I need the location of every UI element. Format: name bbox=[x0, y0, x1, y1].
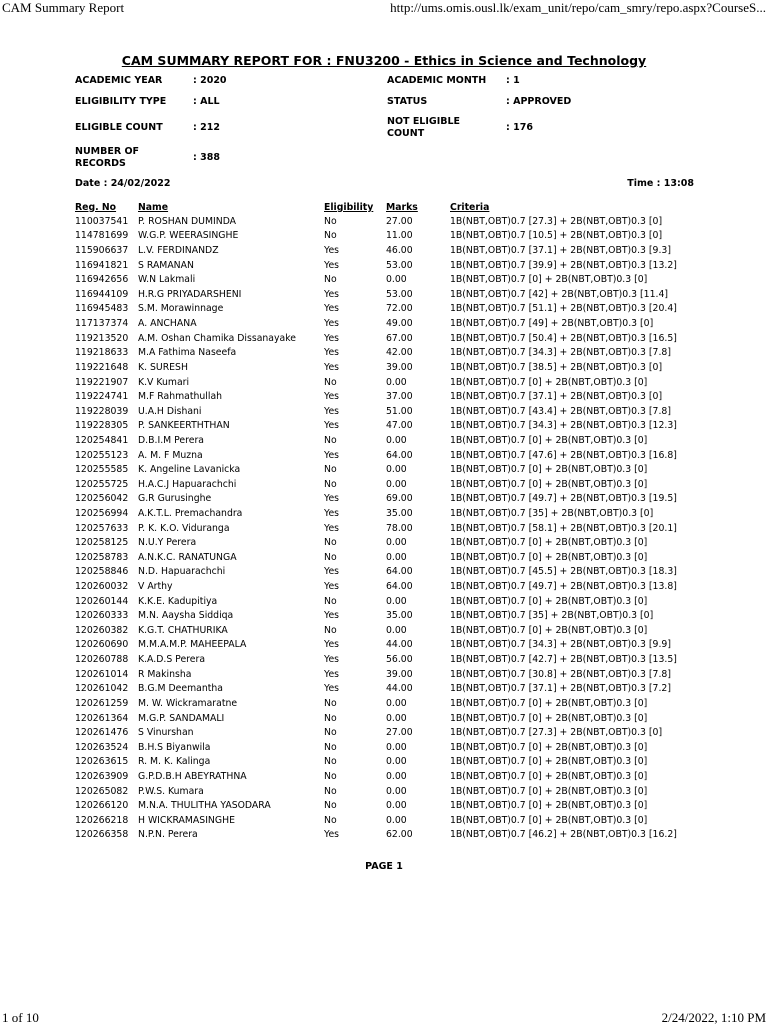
table-row bbox=[75, 682, 715, 697]
records-count-value: : 388 bbox=[193, 152, 220, 163]
cell-name: A.N.K.C. RANATUNGA bbox=[138, 551, 237, 563]
table-row bbox=[75, 375, 715, 390]
cell-marks: 53.00 bbox=[386, 288, 413, 300]
cell-marks: 0.00 bbox=[386, 697, 407, 709]
cell-reg-no: 120261042 bbox=[75, 683, 129, 695]
cell-marks: 64.00 bbox=[386, 449, 413, 461]
table-row bbox=[75, 828, 715, 843]
cell-reg-no: 117137374 bbox=[75, 318, 129, 330]
cell-marks: 64.00 bbox=[386, 566, 413, 578]
eligibility-type-label: ELIGIBILITY TYPE bbox=[75, 96, 167, 107]
cell-marks: 0.00 bbox=[386, 800, 407, 812]
table-row bbox=[75, 696, 715, 711]
cell-name: A. M. F Muzna bbox=[138, 449, 203, 461]
cell-reg-no: 120255725 bbox=[75, 478, 129, 490]
cell-name: R. M. K. Kalinga bbox=[138, 756, 211, 768]
cell-name: S.M. Morawinnage bbox=[138, 303, 224, 315]
cell-criteria: 1B(NBT,OBT)0.7 [34.3] + 2B(NBT,OBT)0.3 [9.9] bbox=[450, 639, 671, 651]
cell-reg-no: 120260690 bbox=[75, 639, 129, 651]
cell-criteria: 1B(NBT,OBT)0.7 [0] + 2B(NBT,OBT)0.3 [0] bbox=[450, 551, 648, 563]
column-header-marks: Marks bbox=[386, 201, 418, 213]
table-row bbox=[75, 243, 715, 258]
cell-marks: 0.00 bbox=[386, 478, 407, 490]
cell-name: M.G.P. SANDAMALI bbox=[138, 712, 225, 724]
table-body bbox=[75, 214, 715, 842]
cell-criteria: 1B(NBT,OBT)0.7 [37.1] + 2B(NBT,OBT)0.3 [9.3] bbox=[450, 245, 671, 257]
cell-reg-no: 120260788 bbox=[75, 654, 129, 666]
cell-reg-no: 115906637 bbox=[75, 245, 129, 257]
cell-marks: 78.00 bbox=[386, 522, 413, 534]
cell-marks: 62.00 bbox=[386, 829, 413, 841]
table-row bbox=[75, 769, 715, 784]
browser-page-count: 1 of 10 bbox=[2, 1010, 39, 1025]
table-row bbox=[75, 798, 715, 813]
cell-name: M.A Fathima Naseefa bbox=[138, 347, 237, 359]
cell-name: G.P.D.B.H ABEYRATHNA bbox=[138, 770, 247, 782]
table-row bbox=[75, 550, 715, 565]
cell-criteria: 1B(NBT,OBT)0.7 [0] + 2B(NBT,OBT)0.3 [0] bbox=[450, 624, 648, 636]
cell-reg-no: 120258846 bbox=[75, 566, 129, 578]
cell-reg-no: 120260333 bbox=[75, 610, 129, 622]
cell-marks: 35.00 bbox=[386, 507, 413, 519]
cell-name: N.P.N. Perera bbox=[138, 829, 198, 841]
cell-criteria: 1B(NBT,OBT)0.7 [0] + 2B(NBT,OBT)0.3 [0] bbox=[450, 537, 648, 549]
cell-criteria: 1B(NBT,OBT)0.7 [0] + 2B(NBT,OBT)0.3 [0] bbox=[450, 274, 648, 286]
cell-name: N.D. Hapuarachchi bbox=[138, 566, 226, 578]
cell-marks: 72.00 bbox=[386, 303, 413, 315]
eligibility-type-value: : ALL bbox=[193, 96, 220, 107]
table-row bbox=[75, 477, 715, 492]
cell-reg-no: 116942656 bbox=[75, 274, 129, 286]
cell-eligibility: No bbox=[324, 537, 337, 549]
browser-print-header bbox=[0, 0, 768, 16]
cell-criteria: 1B(NBT,OBT)0.7 [0] + 2B(NBT,OBT)0.3 [0] bbox=[450, 464, 648, 476]
cell-reg-no: 120258125 bbox=[75, 537, 129, 549]
cell-reg-no: 120256994 bbox=[75, 507, 129, 519]
not-eligible-label-line1: NOT ELIGIBLE bbox=[387, 116, 461, 127]
cell-name: A. ANCHANA bbox=[138, 318, 197, 330]
cell-eligibility: Yes bbox=[324, 288, 340, 300]
cell-eligibility: Yes bbox=[324, 347, 340, 359]
table-row bbox=[75, 331, 715, 346]
cell-name: S Vinurshan bbox=[138, 727, 194, 739]
cell-marks: 0.00 bbox=[386, 770, 407, 782]
cell-reg-no: 119221648 bbox=[75, 361, 129, 373]
cell-marks: 56.00 bbox=[386, 654, 413, 666]
cell-reg-no: 119213520 bbox=[75, 332, 129, 344]
cell-name: P. ROSHAN DUMINDA bbox=[138, 215, 237, 227]
cell-eligibility: No bbox=[324, 215, 337, 227]
cell-name: H.A.C.J Hapuarachchi bbox=[138, 478, 237, 490]
table-row bbox=[75, 229, 715, 244]
cell-reg-no: 119221907 bbox=[75, 376, 129, 388]
table-row bbox=[75, 535, 715, 550]
cell-marks: 67.00 bbox=[386, 332, 413, 344]
not-eligible-count-value: : 176 bbox=[506, 122, 533, 133]
cell-reg-no: 120261014 bbox=[75, 668, 129, 680]
cell-marks: 0.00 bbox=[386, 624, 407, 636]
cell-eligibility: Yes bbox=[324, 654, 340, 666]
cell-name: D.B.I.M Perera bbox=[138, 434, 204, 446]
cell-eligibility: Yes bbox=[324, 420, 340, 432]
report-time: Time : 13:08 bbox=[627, 178, 694, 189]
cell-criteria: 1B(NBT,OBT)0.7 [0] + 2B(NBT,OBT)0.3 [0] bbox=[450, 697, 648, 709]
status-value: : APPROVED bbox=[506, 96, 572, 107]
cell-name: H.R.G PRIYADARSHENI bbox=[138, 288, 242, 300]
eligible-count-label: ELIGIBLE COUNT bbox=[75, 122, 163, 133]
cell-marks: 44.00 bbox=[386, 683, 413, 695]
cell-name: B.G.M Deemantha bbox=[138, 683, 223, 695]
table-row bbox=[75, 287, 715, 302]
cell-criteria: 1B(NBT,OBT)0.7 [0] + 2B(NBT,OBT)0.3 [0] bbox=[450, 434, 648, 446]
cell-name: W.G.P. WEERASINGHE bbox=[138, 230, 239, 242]
cell-eligibility: Yes bbox=[324, 245, 340, 257]
not-eligible-count-label bbox=[387, 116, 497, 139]
cell-reg-no: 119224741 bbox=[75, 391, 129, 403]
cell-marks: 0.00 bbox=[386, 756, 407, 768]
cell-name: A.K.T.L. Premachandra bbox=[138, 507, 243, 519]
table-row bbox=[75, 652, 715, 667]
browser-page-title: CAM Summary Report bbox=[2, 0, 125, 15]
cell-name: K.K.E. Kadupitiya bbox=[138, 595, 218, 607]
table-row bbox=[75, 740, 715, 755]
table-row bbox=[75, 214, 715, 229]
cell-eligibility: Yes bbox=[324, 303, 340, 315]
cell-criteria: 1B(NBT,OBT)0.7 [51.1] + 2B(NBT,OBT)0.3 [20.4] bbox=[450, 303, 677, 315]
cell-eligibility: No bbox=[324, 624, 337, 636]
cell-criteria: 1B(NBT,OBT)0.7 [45.5] + 2B(NBT,OBT)0.3 [18.3] bbox=[450, 566, 677, 578]
table-row bbox=[75, 667, 715, 682]
cell-marks: 42.00 bbox=[386, 347, 413, 359]
academic-month-value: : 1 bbox=[506, 75, 520, 86]
cell-criteria: 1B(NBT,OBT)0.7 [0] + 2B(NBT,OBT)0.3 [0] bbox=[450, 785, 648, 797]
cell-criteria: 1B(NBT,OBT)0.7 [10.5] + 2B(NBT,OBT)0.3 [0] bbox=[450, 230, 663, 242]
column-header-criteria: Criteria bbox=[450, 201, 490, 213]
cell-name: M.F Rahmathullah bbox=[138, 391, 223, 403]
cell-name: M.N. Aaysha Siddiqa bbox=[138, 610, 234, 622]
cell-reg-no: 120255585 bbox=[75, 464, 129, 476]
cell-marks: 0.00 bbox=[386, 434, 407, 446]
column-header-name: Name bbox=[138, 201, 169, 213]
cell-name: K. Angeline Lavanicka bbox=[138, 464, 241, 476]
cell-marks: 0.00 bbox=[386, 712, 407, 724]
cell-reg-no: 120260382 bbox=[75, 624, 129, 636]
cell-criteria: 1B(NBT,OBT)0.7 [0] + 2B(NBT,OBT)0.3 [0] bbox=[450, 595, 648, 607]
cell-criteria: 1B(NBT,OBT)0.7 [35] + 2B(NBT,OBT)0.3 [0] bbox=[450, 507, 654, 519]
cell-reg-no: 120261476 bbox=[75, 727, 129, 739]
cell-criteria: 1B(NBT,OBT)0.7 [0] + 2B(NBT,OBT)0.3 [0] bbox=[450, 376, 648, 388]
table-row bbox=[75, 316, 715, 331]
table-row bbox=[75, 345, 715, 360]
browser-page-url[interactable]: http://ums.omis.ousl.lk/exam_unit/repo/cam_smry/repo.aspx?CourseS... bbox=[390, 0, 766, 15]
cell-reg-no: 120263909 bbox=[75, 770, 129, 782]
academic-year-label: ACADEMIC YEAR bbox=[75, 75, 163, 86]
cell-eligibility: No bbox=[324, 697, 337, 709]
cell-criteria: 1B(NBT,OBT)0.7 [43.4] + 2B(NBT,OBT)0.3 [7.8] bbox=[450, 405, 671, 417]
cell-eligibility: No bbox=[324, 230, 337, 242]
cell-marks: 27.00 bbox=[386, 727, 413, 739]
cell-reg-no: 120254841 bbox=[75, 434, 129, 446]
cell-reg-no: 120261364 bbox=[75, 712, 129, 724]
cell-name: K.A.D.S Perera bbox=[138, 654, 206, 666]
cell-criteria: 1B(NBT,OBT)0.7 [37.1] + 2B(NBT,OBT)0.3 [7.2] bbox=[450, 683, 671, 695]
cell-criteria: 1B(NBT,OBT)0.7 [58.1] + 2B(NBT,OBT)0.3 [20.1] bbox=[450, 522, 677, 534]
table-row bbox=[75, 302, 715, 317]
cell-criteria: 1B(NBT,OBT)0.7 [49.7] + 2B(NBT,OBT)0.3 [13.8] bbox=[450, 581, 677, 593]
table-row bbox=[75, 725, 715, 740]
page-number-label: PAGE 1 bbox=[365, 861, 403, 872]
cell-name: P. K. K.O. Viduranga bbox=[138, 522, 230, 534]
table-row bbox=[75, 389, 715, 404]
cell-name: R Makinsha bbox=[138, 668, 192, 680]
table-row bbox=[75, 565, 715, 580]
cell-marks: 47.00 bbox=[386, 420, 413, 432]
cell-reg-no: 116944109 bbox=[75, 288, 129, 300]
cell-criteria: 1B(NBT,OBT)0.7 [34.3] + 2B(NBT,OBT)0.3 [12.3] bbox=[450, 420, 677, 432]
cell-name: K. SURESH bbox=[138, 361, 188, 373]
cell-eligibility: Yes bbox=[324, 829, 340, 841]
cell-eligibility: No bbox=[324, 712, 337, 724]
cell-eligibility: No bbox=[324, 727, 337, 739]
table-row bbox=[75, 448, 715, 463]
cell-eligibility: Yes bbox=[324, 507, 340, 519]
report-date: Date : 24/02/2022 bbox=[75, 178, 171, 189]
cell-reg-no: 114781699 bbox=[75, 230, 129, 242]
cell-name: P.W.S. Kumara bbox=[138, 785, 204, 797]
cell-marks: 0.00 bbox=[386, 274, 407, 286]
table-row bbox=[75, 608, 715, 623]
cell-marks: 64.00 bbox=[386, 581, 413, 593]
cell-criteria: 1B(NBT,OBT)0.7 [0] + 2B(NBT,OBT)0.3 [0] bbox=[450, 800, 648, 812]
cell-criteria: 1B(NBT,OBT)0.7 [27.3] + 2B(NBT,OBT)0.3 [0] bbox=[450, 727, 663, 739]
cell-eligibility: Yes bbox=[324, 668, 340, 680]
cell-name: L.V. FERDINANDZ bbox=[138, 245, 219, 257]
table-row bbox=[75, 433, 715, 448]
not-eligible-label-line2: COUNT bbox=[387, 127, 425, 139]
cell-marks: 0.00 bbox=[386, 376, 407, 388]
cell-marks: 0.00 bbox=[386, 551, 407, 563]
cell-eligibility: No bbox=[324, 770, 337, 782]
cell-reg-no: 120263615 bbox=[75, 756, 129, 768]
cell-criteria: 1B(NBT,OBT)0.7 [0] + 2B(NBT,OBT)0.3 [0] bbox=[450, 756, 648, 768]
cell-eligibility: No bbox=[324, 551, 337, 563]
cell-marks: 53.00 bbox=[386, 259, 413, 271]
eligible-count-value: : 212 bbox=[193, 122, 220, 133]
cell-reg-no: 120260144 bbox=[75, 595, 129, 607]
cell-name: K.V Kumari bbox=[138, 376, 190, 388]
cell-eligibility: Yes bbox=[324, 332, 340, 344]
cell-reg-no: 120261259 bbox=[75, 697, 129, 709]
cell-reg-no: 116941821 bbox=[75, 259, 129, 271]
table-row bbox=[75, 623, 715, 638]
cell-eligibility: No bbox=[324, 785, 337, 797]
cell-marks: 35.00 bbox=[386, 610, 413, 622]
cell-criteria: 1B(NBT,OBT)0.7 [39.9] + 2B(NBT,OBT)0.3 [13.2] bbox=[450, 259, 677, 271]
cell-name: W.N Lakmali bbox=[138, 274, 196, 286]
cell-marks: 0.00 bbox=[386, 814, 407, 826]
cell-criteria: 1B(NBT,OBT)0.7 [0] + 2B(NBT,OBT)0.3 [0] bbox=[450, 712, 648, 724]
cell-eligibility: Yes bbox=[324, 259, 340, 271]
cell-marks: 39.00 bbox=[386, 361, 413, 373]
cell-eligibility: Yes bbox=[324, 683, 340, 695]
table-row bbox=[75, 506, 715, 521]
cell-criteria: 1B(NBT,OBT)0.7 [0] + 2B(NBT,OBT)0.3 [0] bbox=[450, 478, 648, 490]
cell-name: U.A.H Dishani bbox=[138, 405, 202, 417]
records-label-line2: RECORDS bbox=[75, 157, 126, 169]
table-header-row bbox=[75, 200, 715, 214]
cell-marks: 11.00 bbox=[386, 230, 413, 242]
table-row bbox=[75, 521, 715, 536]
cell-eligibility: Yes bbox=[324, 522, 340, 534]
browser-print-timestamp: 2/24/2022, 1:10 PM bbox=[661, 1010, 766, 1025]
cell-eligibility: No bbox=[324, 478, 337, 490]
cell-criteria: 1B(NBT,OBT)0.7 [27.3] + 2B(NBT,OBT)0.3 [0] bbox=[450, 215, 663, 227]
cell-reg-no: 119228305 bbox=[75, 420, 129, 432]
cam-summary-table bbox=[75, 200, 715, 842]
cell-marks: 39.00 bbox=[386, 668, 413, 680]
cell-criteria: 1B(NBT,OBT)0.7 [49] + 2B(NBT,OBT)0.3 [0] bbox=[450, 318, 654, 330]
cell-marks: 0.00 bbox=[386, 741, 407, 753]
cell-criteria: 1B(NBT,OBT)0.7 [34.3] + 2B(NBT,OBT)0.3 [7.8] bbox=[450, 347, 671, 359]
cell-name: H WICKRAMASINGHE bbox=[138, 814, 235, 826]
cell-marks: 46.00 bbox=[386, 245, 413, 257]
cell-marks: 0.00 bbox=[386, 595, 407, 607]
cell-marks: 0.00 bbox=[386, 464, 407, 476]
column-header-eligibility: Eligibility bbox=[324, 201, 374, 213]
cell-reg-no: 116945483 bbox=[75, 303, 129, 315]
cell-reg-no: 110037541 bbox=[75, 215, 129, 227]
cell-reg-no: 120263524 bbox=[75, 741, 129, 753]
cell-name: V Arthy bbox=[138, 581, 173, 593]
cell-eligibility: Yes bbox=[324, 361, 340, 373]
cell-eligibility: Yes bbox=[324, 318, 340, 330]
table-row bbox=[75, 594, 715, 609]
cell-marks: 27.00 bbox=[386, 215, 413, 227]
cell-marks: 49.00 bbox=[386, 318, 413, 330]
cell-eligibility: Yes bbox=[324, 493, 340, 505]
cell-marks: 51.00 bbox=[386, 405, 413, 417]
cell-marks: 37.00 bbox=[386, 391, 413, 403]
cell-name: M.M.A.M.P. MAHEEPALA bbox=[138, 639, 247, 651]
records-count-label bbox=[75, 146, 185, 169]
cell-eligibility: No bbox=[324, 741, 337, 753]
cell-marks: 0.00 bbox=[386, 537, 407, 549]
cell-eligibility: Yes bbox=[324, 449, 340, 461]
cell-eligibility: Yes bbox=[324, 405, 340, 417]
cell-criteria: 1B(NBT,OBT)0.7 [30.8] + 2B(NBT,OBT)0.3 [7.8] bbox=[450, 668, 671, 680]
cell-eligibility: No bbox=[324, 814, 337, 826]
cell-reg-no: 120256042 bbox=[75, 493, 129, 505]
cell-reg-no: 120266218 bbox=[75, 814, 129, 826]
academic-year-value: : 2020 bbox=[193, 75, 227, 86]
cell-criteria: 1B(NBT,OBT)0.7 [49.7] + 2B(NBT,OBT)0.3 [19.5] bbox=[450, 493, 677, 505]
cell-name: K.G.T. CHATHURIKA bbox=[138, 624, 228, 636]
cell-criteria: 1B(NBT,OBT)0.7 [42.7] + 2B(NBT,OBT)0.3 [13.5] bbox=[450, 654, 677, 666]
cell-eligibility: No bbox=[324, 595, 337, 607]
cell-marks: 44.00 bbox=[386, 639, 413, 651]
cell-name: A.M. Oshan Chamika Dissanayake bbox=[138, 332, 296, 344]
cell-eligibility: No bbox=[324, 756, 337, 768]
table-row bbox=[75, 784, 715, 799]
cell-name: M. W. Wickramaratne bbox=[138, 697, 238, 709]
cell-reg-no: 120260032 bbox=[75, 581, 129, 593]
cell-criteria: 1B(NBT,OBT)0.7 [0] + 2B(NBT,OBT)0.3 [0] bbox=[450, 741, 648, 753]
report-title: CAM SUMMARY REPORT FOR : FNU3200 - Ethics in Science and Technology bbox=[121, 53, 647, 68]
cell-criteria: 1B(NBT,OBT)0.7 [38.5] + 2B(NBT,OBT)0.3 [0] bbox=[450, 361, 663, 373]
cell-criteria: 1B(NBT,OBT)0.7 [35] + 2B(NBT,OBT)0.3 [0] bbox=[450, 610, 654, 622]
status-label: STATUS bbox=[387, 96, 428, 107]
cell-criteria: 1B(NBT,OBT)0.7 [42] + 2B(NBT,OBT)0.3 [11.4] bbox=[450, 288, 668, 300]
cell-eligibility: No bbox=[324, 800, 337, 812]
table-row bbox=[75, 755, 715, 770]
cell-criteria: 1B(NBT,OBT)0.7 [47.6] + 2B(NBT,OBT)0.3 [16.8] bbox=[450, 449, 677, 461]
cell-eligibility: Yes bbox=[324, 610, 340, 622]
academic-month-label: ACADEMIC MONTH bbox=[387, 75, 487, 86]
cell-eligibility: Yes bbox=[324, 391, 340, 403]
cell-reg-no: 120265082 bbox=[75, 785, 129, 797]
cell-name: B.H.S Biyanwila bbox=[138, 741, 211, 753]
cell-criteria: 1B(NBT,OBT)0.7 [46.2] + 2B(NBT,OBT)0.3 [16.2] bbox=[450, 829, 677, 841]
cell-name: S RAMANAN bbox=[138, 259, 194, 271]
cell-criteria: 1B(NBT,OBT)0.7 [50.4] + 2B(NBT,OBT)0.3 [16.5] bbox=[450, 332, 677, 344]
cell-criteria: 1B(NBT,OBT)0.7 [0] + 2B(NBT,OBT)0.3 [0] bbox=[450, 770, 648, 782]
cell-eligibility: Yes bbox=[324, 581, 340, 593]
table-row bbox=[75, 711, 715, 726]
cell-reg-no: 120266358 bbox=[75, 829, 129, 841]
cell-name: M.N.A. THULITHA YASODARA bbox=[138, 800, 271, 812]
cell-name: P. SANKEERTHTHAN bbox=[138, 420, 230, 432]
cell-eligibility: No bbox=[324, 464, 337, 476]
cell-eligibility: No bbox=[324, 434, 337, 446]
cell-name: G.R Gurusinghe bbox=[138, 493, 212, 505]
table-row bbox=[75, 492, 715, 507]
table-row bbox=[75, 272, 715, 287]
cell-criteria: 1B(NBT,OBT)0.7 [0] + 2B(NBT,OBT)0.3 [0] bbox=[450, 814, 648, 826]
table-row bbox=[75, 462, 715, 477]
table-row bbox=[75, 360, 715, 375]
cell-name: N.U.Y Perera bbox=[138, 537, 197, 549]
column-header-reg-no: Reg. No bbox=[75, 201, 117, 213]
cell-eligibility: Yes bbox=[324, 566, 340, 578]
table-row bbox=[75, 404, 715, 419]
cell-criteria: 1B(NBT,OBT)0.7 [37.1] + 2B(NBT,OBT)0.3 [0] bbox=[450, 391, 663, 403]
table-row bbox=[75, 813, 715, 828]
cell-reg-no: 120266120 bbox=[75, 800, 129, 812]
cell-reg-no: 119218633 bbox=[75, 347, 129, 359]
table-row bbox=[75, 579, 715, 594]
cell-reg-no: 120255123 bbox=[75, 449, 129, 461]
records-label-line1: NUMBER OF bbox=[75, 146, 140, 157]
cell-reg-no: 120258783 bbox=[75, 551, 129, 563]
table-row bbox=[75, 419, 715, 434]
cell-reg-no: 120257633 bbox=[75, 522, 129, 534]
cell-eligibility: No bbox=[324, 376, 337, 388]
cell-marks: 69.00 bbox=[386, 493, 413, 505]
table-row bbox=[75, 258, 715, 273]
cell-eligibility: No bbox=[324, 274, 337, 286]
cell-marks: 0.00 bbox=[386, 785, 407, 797]
cell-reg-no: 119228039 bbox=[75, 405, 129, 417]
cell-eligibility: Yes bbox=[324, 639, 340, 651]
table-row bbox=[75, 638, 715, 653]
